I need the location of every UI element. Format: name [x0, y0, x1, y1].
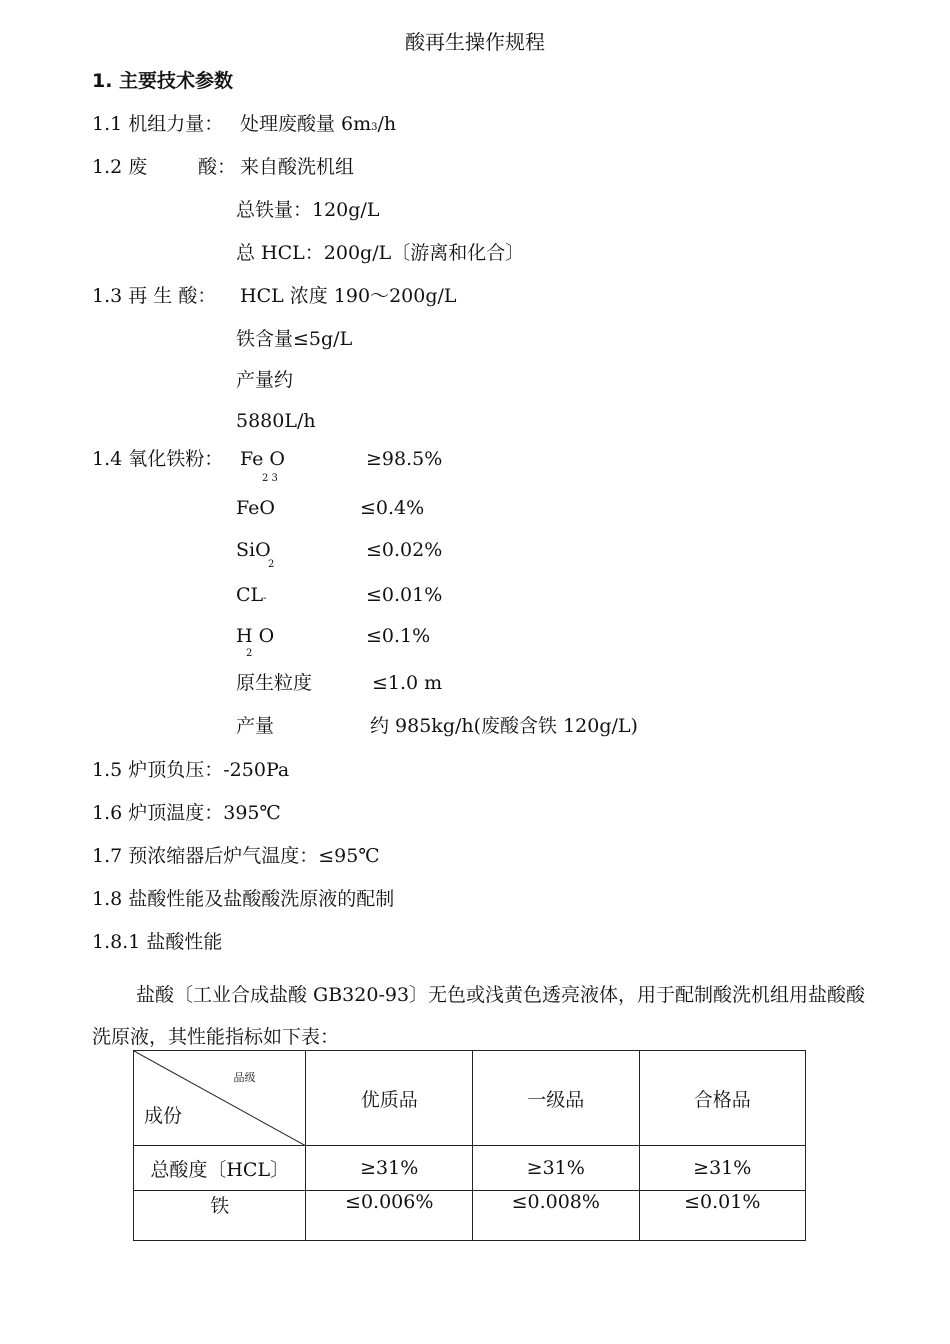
- hcl-description-paragraph: 盐酸〔工业合成盐酸 GB320-93〕无色或浅黄色透亮液体，用于配制酸洗机组用盐酸酸洗原液，其性能指标如下表：: [92, 984, 866, 1048]
- table-corner-cell: [134, 1051, 306, 1146]
- iron-oxide-item-value: ≤0.1%: [366, 625, 431, 647]
- param-1-3-output-label: 产量约: [236, 369, 294, 391]
- param-1-2-hcl: 总 HCL：200g/L〔游离和化合〕: [236, 242, 525, 264]
- table-row: [134, 1146, 806, 1191]
- iron-oxide-item-value: ≤1.0 m: [372, 672, 443, 694]
- iron-oxide-item-subscript: 2: [246, 648, 253, 659]
- table-header-cell: 合格品: [639, 1051, 805, 1146]
- table-cell: ≤0.01%: [639, 1191, 805, 1241]
- iron-oxide-item-value: 约 985kg/h(废酸含铁 120g/L): [370, 715, 638, 737]
- param-1-3-output-value: 5880L/h: [236, 410, 316, 432]
- param-1-8-1: 1.8.1 盐酸性能: [92, 931, 223, 953]
- table-cell: ≥31%: [472, 1146, 639, 1191]
- diagonal-divider: [134, 1051, 306, 1146]
- table-header-cell: 优质品: [306, 1051, 473, 1146]
- iron-oxide-item-name: CL-: [236, 584, 267, 606]
- iron-oxide-item-name: SiO: [236, 539, 271, 561]
- table-cell: ≥31%: [306, 1146, 473, 1191]
- table-cell: ≤0.006%: [306, 1191, 473, 1241]
- iron-oxide-item-subscript: 2 3: [262, 473, 278, 484]
- param-1-3-iron: 铁含量≤5g/L: [236, 328, 353, 350]
- table-cell: ≤0.008%: [472, 1191, 639, 1241]
- corner-component-label: 成份: [144, 1105, 183, 1127]
- param-1-2-value: 来自酸洗机组: [240, 156, 355, 178]
- section-heading-main-params: 1. 主要技术参数: [92, 70, 234, 92]
- iron-oxide-item-value: ≥98.5%: [366, 448, 443, 470]
- iron-oxide-item-name: 产量: [236, 715, 275, 737]
- param-1-3-label: 1.3 再 生 酸：: [92, 285, 217, 307]
- param-1-1-value: 处理废酸量 6m3/h: [240, 113, 397, 135]
- param-1-1-label: 1.1 机组力量：: [92, 113, 224, 135]
- param-1-2-label-suffix: 酸：: [198, 156, 237, 178]
- hcl-spec-table: [133, 1050, 806, 1241]
- param-1-3-value: HCL 浓度 190～200g/L: [240, 285, 457, 307]
- iron-oxide-item-name: FeO: [236, 497, 275, 519]
- iron-oxide-item-subscript: 2: [268, 559, 275, 570]
- iron-oxide-item-value: ≤0.02%: [366, 539, 443, 561]
- table-row-label: 总酸度〔HCL〕: [134, 1146, 306, 1191]
- iron-oxide-item-value: ≤0.01%: [366, 584, 443, 606]
- table-header-row: [134, 1051, 806, 1146]
- iron-oxide-item-name: 原生粒度: [236, 672, 313, 694]
- corner-grade-label: 品级: [233, 1071, 256, 1084]
- iron-oxide-item-name: H O: [236, 625, 275, 647]
- param-1-7: 1.7 预浓缩器后炉气温度：≤95℃: [92, 845, 380, 867]
- param-1-2-iron: 总铁量：120g/L: [236, 199, 380, 221]
- iron-oxide-item-value: ≤0.4%: [360, 497, 425, 519]
- table-row-label: 铁: [134, 1191, 306, 1241]
- param-1-8: 1.8 盐酸性能及盐酸酸洗原液的配制: [92, 888, 395, 910]
- param-1-5: 1.5 炉顶负压：-250Pa: [92, 759, 290, 781]
- table-header-cell: 一级品: [472, 1051, 639, 1146]
- table-row: [134, 1191, 806, 1241]
- param-1-2-label: 1.2 废: [92, 156, 148, 178]
- table-cell: ≥31%: [639, 1146, 805, 1191]
- param-1-6: 1.6 炉顶温度：395℃: [92, 802, 281, 824]
- param-1-4-label: 1.4 氧化铁粉：: [92, 448, 224, 470]
- document-title: 酸再生操作规程: [405, 30, 545, 54]
- iron-oxide-item-name: Fe O: [240, 448, 286, 470]
